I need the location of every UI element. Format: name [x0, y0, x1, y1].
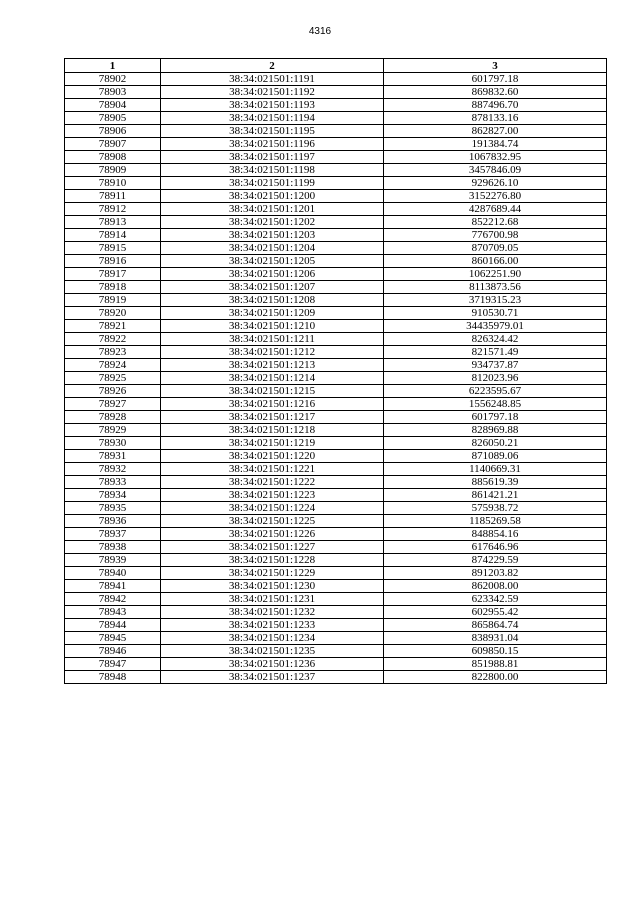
row-number-cell: 78938 — [65, 541, 161, 554]
value-cell: 6223595.67 — [384, 385, 607, 398]
cadastral-number-cell: 38:34:021501:1232 — [161, 606, 384, 619]
cadastral-number-cell: 38:34:021501:1233 — [161, 619, 384, 632]
table-row — [65, 411, 607, 424]
registry-table — [64, 58, 607, 684]
row-number-cell: 78929 — [65, 424, 161, 437]
row-number-cell: 78945 — [65, 632, 161, 645]
cadastral-number-cell: 38:34:021501:1211 — [161, 333, 384, 346]
cadastral-number-cell: 38:34:021501:1224 — [161, 502, 384, 515]
table-row — [65, 619, 607, 632]
table-row — [65, 450, 607, 463]
table-row — [65, 73, 607, 86]
table-row — [65, 541, 607, 554]
value-cell: 860166.00 — [384, 255, 607, 268]
row-number-cell: 78932 — [65, 463, 161, 476]
cadastral-number-cell: 38:34:021501:1235 — [161, 645, 384, 658]
cadastral-number-cell: 38:34:021501:1231 — [161, 593, 384, 606]
cadastral-number-cell: 38:34:021501:1219 — [161, 437, 384, 450]
value-cell: 861421.21 — [384, 489, 607, 502]
cadastral-number-cell: 38:34:021501:1223 — [161, 489, 384, 502]
value-cell: 874229.59 — [384, 554, 607, 567]
cadastral-number-cell: 38:34:021501:1205 — [161, 255, 384, 268]
row-number-cell: 78924 — [65, 359, 161, 372]
value-cell: 3457846.09 — [384, 164, 607, 177]
value-cell: 1140669.31 — [384, 463, 607, 476]
value-cell: 602955.42 — [384, 606, 607, 619]
value-cell: 601797.18 — [384, 73, 607, 86]
value-cell: 826324.42 — [384, 333, 607, 346]
table-row — [65, 216, 607, 229]
table-row — [65, 658, 607, 671]
row-number-cell: 78910 — [65, 177, 161, 190]
table-row — [65, 203, 607, 216]
cadastral-number-cell: 38:34:021501:1229 — [161, 567, 384, 580]
row-number-cell: 78911 — [65, 190, 161, 203]
row-number-cell: 78904 — [65, 99, 161, 112]
row-number-cell: 78905 — [65, 112, 161, 125]
value-cell: 934737.87 — [384, 359, 607, 372]
value-cell: 601797.18 — [384, 411, 607, 424]
row-number-cell: 78933 — [65, 476, 161, 489]
table-row — [65, 359, 607, 372]
table-row — [65, 515, 607, 528]
cadastral-number-cell: 38:34:021501:1216 — [161, 398, 384, 411]
table-row — [65, 229, 607, 242]
value-cell: 609850.15 — [384, 645, 607, 658]
cadastral-number-cell: 38:34:021501:1199 — [161, 177, 384, 190]
row-number-cell: 78934 — [65, 489, 161, 502]
table-row — [65, 125, 607, 138]
table-row — [65, 463, 607, 476]
cadastral-number-cell: 38:34:021501:1202 — [161, 216, 384, 229]
cadastral-number-cell: 38:34:021501:1215 — [161, 385, 384, 398]
cadastral-number-cell: 38:34:021501:1200 — [161, 190, 384, 203]
cadastral-number-cell: 38:34:021501:1227 — [161, 541, 384, 554]
table-row — [65, 112, 607, 125]
cadastral-number-cell: 38:34:021501:1214 — [161, 372, 384, 385]
table-header-row — [65, 59, 607, 73]
table-row — [65, 307, 607, 320]
row-number-cell: 78947 — [65, 658, 161, 671]
column-header-2: 2 — [161, 59, 384, 73]
cadastral-number-cell: 38:34:021501:1195 — [161, 125, 384, 138]
row-number-cell: 78925 — [65, 372, 161, 385]
row-number-cell: 78913 — [65, 216, 161, 229]
row-number-cell: 78908 — [65, 151, 161, 164]
page-number: 4316 — [308, 26, 332, 37]
value-cell: 575938.72 — [384, 502, 607, 515]
value-cell: 910530.71 — [384, 307, 607, 320]
cadastral-number-cell: 38:34:021501:1208 — [161, 294, 384, 307]
table-row — [65, 151, 607, 164]
value-cell: 8113873.56 — [384, 281, 607, 294]
value-cell: 838931.04 — [384, 632, 607, 645]
cadastral-number-cell: 38:34:021501:1228 — [161, 554, 384, 567]
row-number-cell: 78902 — [65, 73, 161, 86]
value-cell: 862827.00 — [384, 125, 607, 138]
table-row — [65, 346, 607, 359]
table-row — [65, 502, 607, 515]
row-number-cell: 78923 — [65, 346, 161, 359]
table-row — [65, 632, 607, 645]
row-number-cell: 78937 — [65, 528, 161, 541]
row-number-cell: 78946 — [65, 645, 161, 658]
cadastral-number-cell: 38:34:021501:1192 — [161, 86, 384, 99]
value-cell: 871089.06 — [384, 450, 607, 463]
table-row — [65, 567, 607, 580]
table-row — [65, 86, 607, 99]
table-row — [65, 554, 607, 567]
value-cell: 852212.68 — [384, 216, 607, 229]
cadastral-number-cell: 38:34:021501:1193 — [161, 99, 384, 112]
table-row — [65, 398, 607, 411]
value-cell: 851988.81 — [384, 658, 607, 671]
table-row — [65, 255, 607, 268]
row-number-cell: 78927 — [65, 398, 161, 411]
value-cell: 34435979.01 — [384, 320, 607, 333]
row-number-cell: 78906 — [65, 125, 161, 138]
value-cell: 4287689.44 — [384, 203, 607, 216]
cadastral-number-cell: 38:34:021501:1212 — [161, 346, 384, 359]
cadastral-number-cell: 38:34:021501:1203 — [161, 229, 384, 242]
row-number-cell: 78919 — [65, 294, 161, 307]
table-row — [65, 99, 607, 112]
value-cell: 878133.16 — [384, 112, 607, 125]
table-row — [65, 372, 607, 385]
cadastral-number-cell: 38:34:021501:1236 — [161, 658, 384, 671]
cadastral-number-cell: 38:34:021501:1237 — [161, 671, 384, 684]
row-number-cell: 78941 — [65, 580, 161, 593]
row-number-cell: 78931 — [65, 450, 161, 463]
column-header-1: 1 — [65, 59, 161, 73]
row-number-cell: 78922 — [65, 333, 161, 346]
row-number-cell: 78912 — [65, 203, 161, 216]
value-cell: 3152276.80 — [384, 190, 607, 203]
cadastral-number-cell: 38:34:021501:1222 — [161, 476, 384, 489]
value-cell: 865864.74 — [384, 619, 607, 632]
table-row — [65, 268, 607, 281]
cadastral-number-cell: 38:34:021501:1221 — [161, 463, 384, 476]
row-number-cell: 78914 — [65, 229, 161, 242]
cadastral-number-cell: 38:34:021501:1196 — [161, 138, 384, 151]
cadastral-number-cell: 38:34:021501:1217 — [161, 411, 384, 424]
cadastral-number-cell: 38:34:021501:1234 — [161, 632, 384, 645]
cadastral-number-cell: 38:34:021501:1206 — [161, 268, 384, 281]
cadastral-number-cell: 38:34:021501:1210 — [161, 320, 384, 333]
row-number-cell: 78939 — [65, 554, 161, 567]
cadastral-number-cell: 38:34:021501:1204 — [161, 242, 384, 255]
value-cell: 822800.00 — [384, 671, 607, 684]
value-cell: 623342.59 — [384, 593, 607, 606]
table-row — [65, 671, 607, 684]
table-row — [65, 333, 607, 346]
value-cell: 848854.16 — [384, 528, 607, 541]
row-number-cell: 78909 — [65, 164, 161, 177]
row-number-cell: 78917 — [65, 268, 161, 281]
cadastral-number-cell: 38:34:021501:1197 — [161, 151, 384, 164]
row-number-cell: 78948 — [65, 671, 161, 684]
value-cell: 3719315.23 — [384, 294, 607, 307]
table-row — [65, 580, 607, 593]
row-number-cell: 78921 — [65, 320, 161, 333]
value-cell: 821571.49 — [384, 346, 607, 359]
value-cell: 828969.88 — [384, 424, 607, 437]
row-number-cell: 78942 — [65, 593, 161, 606]
value-cell: 1067832.95 — [384, 151, 607, 164]
table-row — [65, 593, 607, 606]
table-row — [65, 138, 607, 151]
value-cell: 191384.74 — [384, 138, 607, 151]
table-row — [65, 437, 607, 450]
row-number-cell: 78943 — [65, 606, 161, 619]
cadastral-number-cell: 38:34:021501:1220 — [161, 450, 384, 463]
row-number-cell: 78903 — [65, 86, 161, 99]
table-row — [65, 645, 607, 658]
cadastral-number-cell: 38:34:021501:1226 — [161, 528, 384, 541]
cadastral-number-cell: 38:34:021501:1201 — [161, 203, 384, 216]
table-row — [65, 385, 607, 398]
cadastral-number-cell: 38:34:021501:1213 — [161, 359, 384, 372]
cadastral-number-cell: 38:34:021501:1198 — [161, 164, 384, 177]
value-cell: 1185269.58 — [384, 515, 607, 528]
table-row — [65, 424, 607, 437]
value-cell: 1556248.85 — [384, 398, 607, 411]
row-number-cell: 78928 — [65, 411, 161, 424]
cadastral-number-cell: 38:34:021501:1218 — [161, 424, 384, 437]
row-number-cell: 78936 — [65, 515, 161, 528]
value-cell: 869832.60 — [384, 86, 607, 99]
cadastral-number-cell: 38:34:021501:1230 — [161, 580, 384, 593]
row-number-cell: 78915 — [65, 242, 161, 255]
table-row — [65, 164, 607, 177]
value-cell: 776700.98 — [384, 229, 607, 242]
row-number-cell: 78926 — [65, 385, 161, 398]
value-cell: 862008.00 — [384, 580, 607, 593]
value-cell: 891203.82 — [384, 567, 607, 580]
table-row — [65, 242, 607, 255]
row-number-cell: 78918 — [65, 281, 161, 294]
cadastral-number-cell: 38:34:021501:1194 — [161, 112, 384, 125]
cadastral-number-cell: 38:34:021501:1207 — [161, 281, 384, 294]
column-header-3: 3 — [384, 59, 607, 73]
value-cell: 887496.70 — [384, 99, 607, 112]
value-cell: 929626.10 — [384, 177, 607, 190]
table-row — [65, 476, 607, 489]
table-row — [65, 489, 607, 502]
value-cell: 826050.21 — [384, 437, 607, 450]
cadastral-number-cell: 38:34:021501:1191 — [161, 73, 384, 86]
row-number-cell: 78907 — [65, 138, 161, 151]
table-row — [65, 190, 607, 203]
value-cell: 885619.39 — [384, 476, 607, 489]
row-number-cell: 78930 — [65, 437, 161, 450]
row-number-cell: 78916 — [65, 255, 161, 268]
row-number-cell: 78940 — [65, 567, 161, 580]
cadastral-number-cell: 38:34:021501:1209 — [161, 307, 384, 320]
value-cell: 1062251.90 — [384, 268, 607, 281]
table-body — [65, 73, 607, 684]
row-number-cell: 78920 — [65, 307, 161, 320]
table-row — [65, 281, 607, 294]
table-row — [65, 177, 607, 190]
value-cell: 812023.96 — [384, 372, 607, 385]
row-number-cell: 78944 — [65, 619, 161, 632]
table-row — [65, 320, 607, 333]
row-number-cell: 78935 — [65, 502, 161, 515]
table-row — [65, 528, 607, 541]
cadastral-number-cell: 38:34:021501:1225 — [161, 515, 384, 528]
value-cell: 870709.05 — [384, 242, 607, 255]
table-row — [65, 294, 607, 307]
table-row — [65, 606, 607, 619]
value-cell: 617646.96 — [384, 541, 607, 554]
